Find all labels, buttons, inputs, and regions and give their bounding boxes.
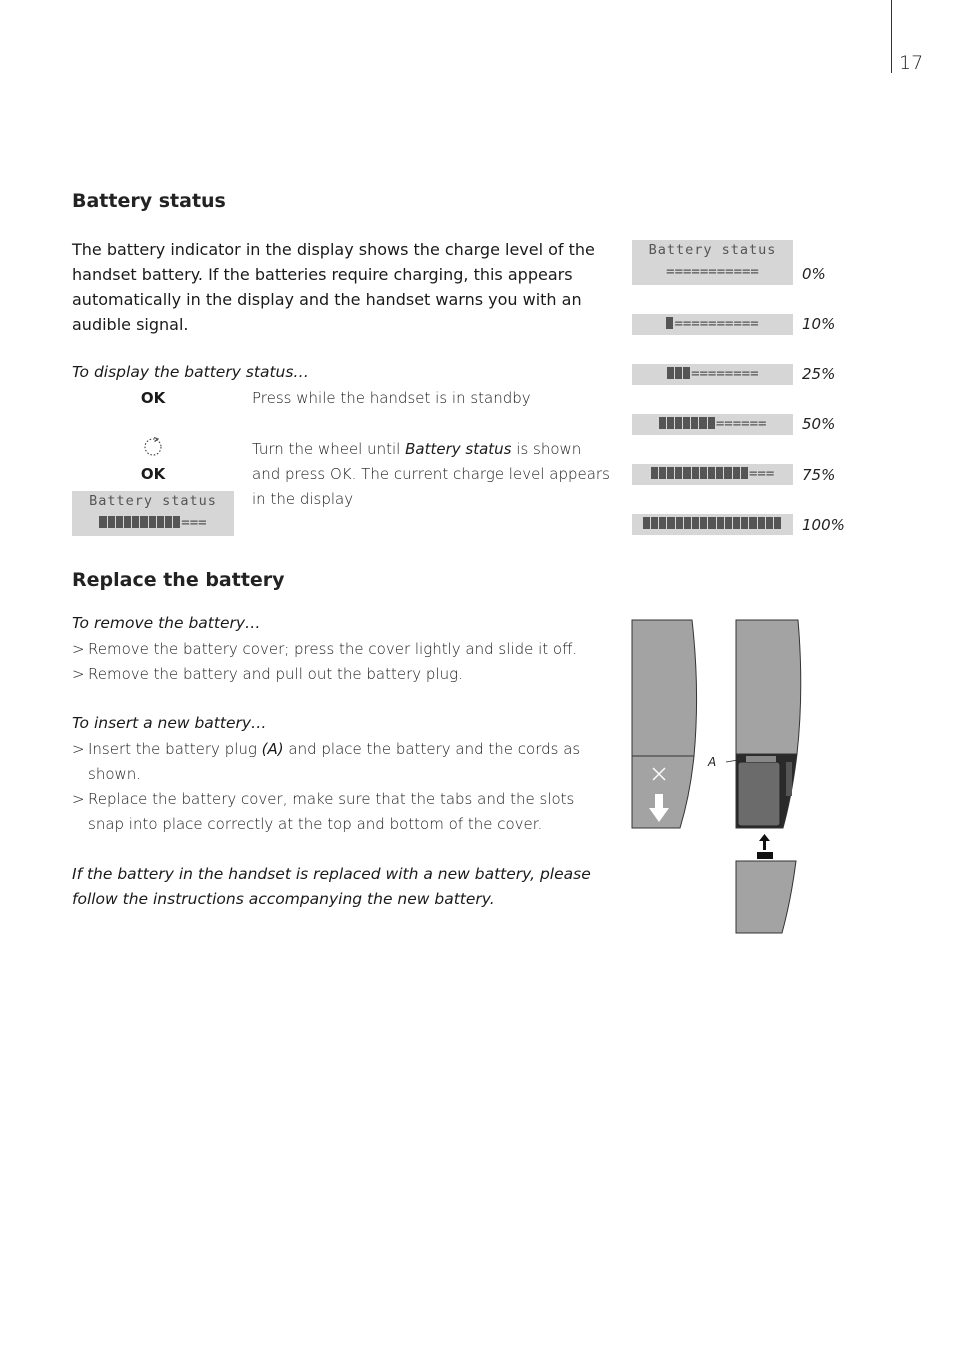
replace-battery-heading: Replace the battery [72,569,285,591]
level-block [116,516,123,528]
level-block [676,517,683,529]
level-block [667,367,674,379]
battery-intro-paragraph: The battery indicator in the display shows the charge level of the handset battery. If the batteries require charging, this appears automatically in the display and the handset warns you with an audible signal. [72,240,595,334]
battery-note: If the battery in the handset is replaced with a new battery, please follow the instructions accompanying the new battery. [72,865,591,908]
level-block [667,417,674,429]
list-item: > Replace the battery cover, make sure that the tabs and the slots snap into place correctly at the top and bottom of the cover. [72,790,575,833]
handset-display [72,491,234,536]
level-block [691,417,698,429]
level-block [708,517,715,529]
level-block [774,517,781,529]
level-block [741,517,748,529]
level-block [165,516,172,528]
level-block [724,467,731,479]
remove-battery-subheading: To remove the battery… [72,614,261,632]
level-display-2 [632,364,793,385]
level-block [717,517,724,529]
level-display-title: Battery status [648,242,777,258]
level-label-3: 50% [802,415,836,433]
display-title: Battery status [89,493,217,509]
level-display-4 [632,464,793,485]
level-bar-2: ======== [632,366,793,382]
level-block [149,516,156,528]
level-block [766,517,773,529]
level-display-5 [632,514,793,535]
level-bar-0: =========== [666,264,759,280]
level-block [683,467,690,479]
level-block [659,417,666,429]
level-block [733,467,740,479]
level-block [692,517,699,529]
level-block [124,516,131,528]
battery-replacement-illustration [620,610,820,940]
level-bar-3: ====== [632,416,793,432]
level-block [132,516,139,528]
wheel-icon [140,435,166,463]
level-block [675,417,682,429]
level-display-1 [632,314,793,335]
arrow-up-icon [757,834,773,859]
level-block [675,367,682,379]
figure-label-a: A [708,755,717,769]
level-block [699,417,706,429]
page-number: 17 [899,52,924,74]
level-label-0: 0% [802,265,826,283]
level-block [741,467,748,479]
level-block [683,367,690,379]
level-block [716,467,723,479]
level-block [643,517,650,529]
level-bar-1: ========== [632,316,793,332]
level-display-0 [632,240,793,285]
level-block [667,517,674,529]
level-block [157,516,164,528]
insert-steps-list [72,737,602,837]
list-item: > Insert the battery plug (A) and place the battery and the cords as shown. [72,740,581,783]
level-block [683,417,690,429]
display-status-subheading: To display the battery status… [72,363,309,381]
page-rule [891,0,892,73]
level-block [708,467,715,479]
level-block [708,417,715,429]
level-bar-5 [632,516,793,532]
level-block [758,517,765,529]
level-label-2: 25% [802,365,836,383]
level-block [651,517,658,529]
level-block [651,467,658,479]
level-block [675,467,682,479]
level-block [140,516,147,528]
level-block [659,517,666,529]
level-block [108,516,115,528]
display-level-bar: === [72,515,234,531]
level-block [733,517,740,529]
level-block [667,467,674,479]
level-block [700,517,707,529]
level-bar-4: === [632,466,793,482]
battery-status-heading: Battery status [72,190,226,212]
level-block [749,517,756,529]
level-display-3 [632,414,793,435]
level-block [99,516,106,528]
level-block [659,467,666,479]
level-block [173,516,180,528]
list-item: > Remove the battery cover; press the cover lightly and slide it off. [72,640,578,658]
level-label-5: 100% [802,516,845,534]
level-block [666,317,673,329]
step-2-text: Turn the wheel until Battery status is shown and press OK. The current charge level appears in the display [252,440,610,508]
level-label-4: 75% [802,466,836,484]
list-item: > Remove the battery and pull out the battery plug. [72,665,463,683]
remove-steps-list [72,637,612,687]
level-block [692,467,699,479]
insert-battery-subheading: To insert a new battery… [72,714,267,732]
level-block [725,517,732,529]
level-label-1: 10% [802,315,836,333]
ok-key-2: OK [140,465,166,483]
ok-key-1: OK [140,389,166,407]
step-1-text: Press while the handset is in standby [252,389,531,407]
level-block [684,517,691,529]
level-block [700,467,707,479]
